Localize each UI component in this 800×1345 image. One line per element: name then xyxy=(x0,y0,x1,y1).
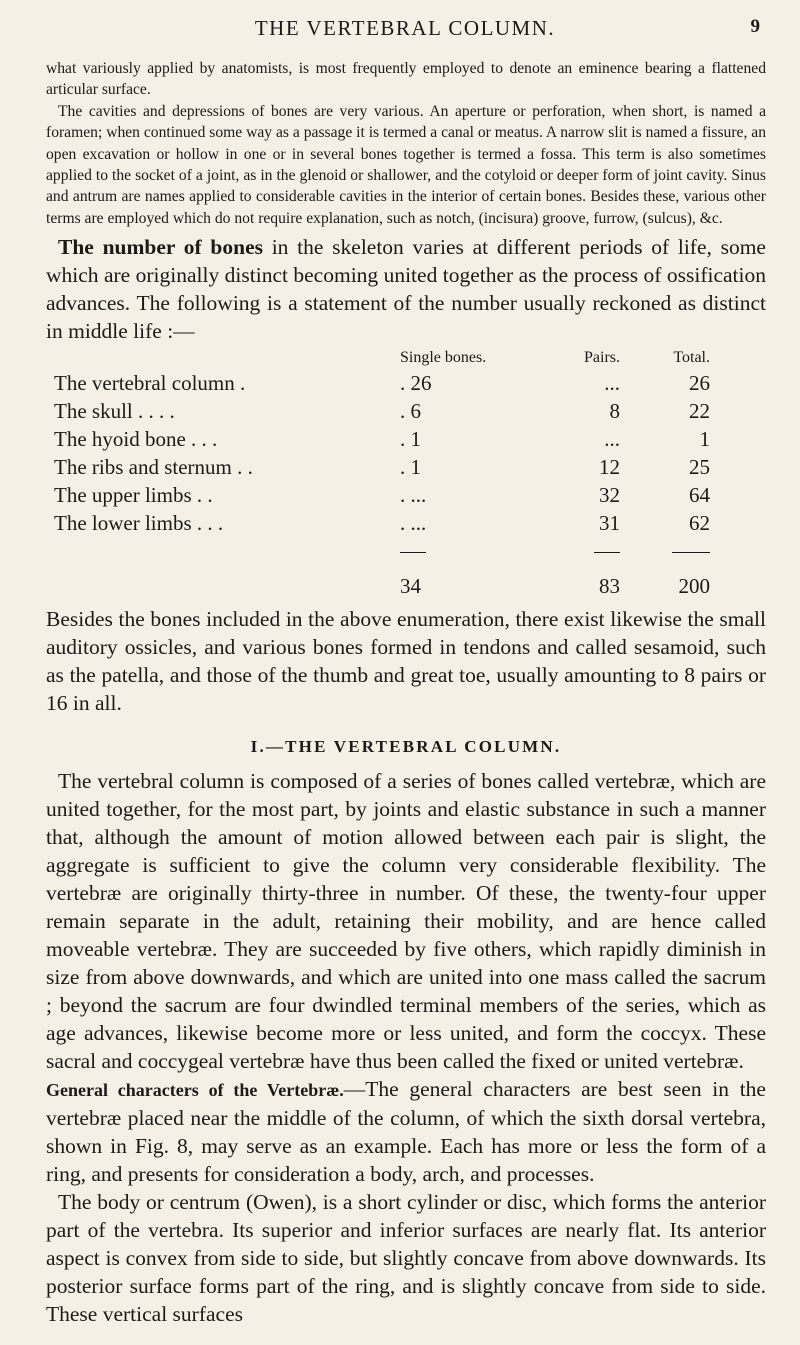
row-label: The lower limbs . . . xyxy=(54,510,224,535)
general-characters-text: —The general characters are best seen in the vertebræ placed near the middle of the column, of which the sixth dorsal vertebra, shown in Fig. 8, may serve as an example. Each has more or less the form of a ring, and presents for consideration a body, arch, and processes. xyxy=(46,1077,766,1187)
body-paragraph: The body or centrum (Owen), is a short cylinder or disc, which forms the anterior part of the vertebra. Its superior and inferior surfaces are nearly flat. Its anterior aspect is convex from side to side, but slightly concave from above downwards. Its posterior surface forms part of the ring, and is slightly concave from side to side. These vertical surfaces xyxy=(46,1190,766,1327)
row-total: 1 xyxy=(699,426,710,451)
intro-paragraph-2: The cavities and depressions of bones are very various. An aperture or perforation, when short, is named a foramen; when continued some way as a passage it is termed a canal or meatus. A narrow slit is named a fissure, an open excavation or hollow in one or in several bones together is termed a fossa. This term is also sometimes applied to the socket of a joint, as in the glenoid or shallower, and the cotyloid or deeper form of joint cavity. Sinus and antrum are names applied to considerable cavities in the interior of certain bones. Besides these, various other terms are employed which do not require explanation, such as notch, (incisura) groove, furrow, (sulcus), &c. xyxy=(46,102,766,227)
sum-rule-row xyxy=(54,537,710,565)
row-total: 22 xyxy=(689,398,710,423)
running-title: THE VERTEBRAL COLUMN. xyxy=(254,16,556,40)
total-total: 200 xyxy=(678,573,710,598)
table-row xyxy=(54,425,710,453)
table-totals-row xyxy=(54,565,710,601)
intro-paragraph-1: what variously applied by anatomists, is most frequently employed to denote an eminence bearing a flattened articular surface. xyxy=(46,60,766,99)
general-characters-lead: General characters of the Vertebræ. xyxy=(46,1080,344,1101)
row-single: . ... xyxy=(400,510,427,535)
row-pairs: ... xyxy=(604,426,620,451)
page-content xyxy=(46,58,766,1328)
row-label: The hyoid bone . . . xyxy=(54,426,218,451)
total-pairs: 83 xyxy=(599,573,620,598)
sum-rule xyxy=(400,552,426,553)
table-row xyxy=(54,509,710,537)
row-single: . 1 xyxy=(400,454,421,479)
sum-rule xyxy=(672,552,710,553)
row-total: 64 xyxy=(689,482,710,507)
row-pairs: 32 xyxy=(599,482,620,507)
number-of-bones-lead: The number of bones xyxy=(58,235,263,260)
number-of-bones-paragraph xyxy=(46,233,766,345)
table-row xyxy=(54,369,710,397)
number-of-bones-text: in the skeleton varies at different periods of life, some which are originally distinct becoming united together as the process of ossification advances. The following is a statement of the number usually reckoned as distinct in middle life :— xyxy=(46,235,766,344)
besides-paragraph: Besides the bones included in the above enumeration, there exist likewise the small auditory ossicles, and various bones formed in tendons and called sesamoid, such as the patella, and those of the thumb and great toe, usually amounting to 8 pairs or 16 in all. xyxy=(46,607,766,716)
general-characters-paragraph xyxy=(46,1075,766,1188)
page-number: 9 xyxy=(750,16,760,37)
row-pairs: 12 xyxy=(599,454,620,479)
row-total: 26 xyxy=(689,370,710,395)
total-single: 34 xyxy=(400,573,421,598)
table-row xyxy=(54,453,710,481)
sum-rule xyxy=(594,552,620,553)
row-pairs: 31 xyxy=(599,510,620,535)
row-single: . ... xyxy=(400,482,427,507)
vertebral-column-paragraph: The vertebral column is composed of a series of bones called vertebræ, which are united together, for the most part, by joints and elastic substance in such a manner that, although the amount of motion allowed between each pair is slight, the aggregate is sufficient to give the column very considerable flexibility. The vertebræ are originally thirty-three in number. Of these, the twenty-four upper remain separate in the adult, retaining their mobility, and are hence called moveable vertebræ. They are succeeded by five others, which rapidly diminish in size from above downwards, and which are united into one mass called the sacrum ; beyond the sacrum are four dwindled terminal members of the series, which as age advances, likewise become more or less united, and form the coccyx. These sacral and coccygeal vertebræ have thus been called the fixed or united vertebræ. xyxy=(46,769,766,1074)
bones-count-table xyxy=(54,347,710,601)
row-pairs: 8 xyxy=(609,398,620,423)
running-header xyxy=(46,6,764,46)
row-pairs: ... xyxy=(604,370,620,395)
header-single-bones: Single bones. xyxy=(400,349,487,367)
row-label: The skull . . . . xyxy=(54,398,175,423)
table-row xyxy=(54,397,710,425)
table-header-row xyxy=(54,347,710,369)
header-total: Total. xyxy=(673,349,710,367)
header-pairs: Pairs. xyxy=(584,349,620,367)
row-total: 62 xyxy=(689,510,710,535)
row-label: The ribs and sternum . . xyxy=(54,454,253,479)
row-label: The upper limbs . . xyxy=(54,482,213,507)
section-heading: I.—THE VERTEBRAL COLUMN. xyxy=(250,737,562,757)
table-row xyxy=(54,481,710,509)
row-single: . 26 xyxy=(400,370,432,395)
row-total: 25 xyxy=(689,454,710,479)
row-single: . 1 xyxy=(400,426,421,451)
row-label: The vertebral column . xyxy=(54,370,246,395)
row-single: . 6 xyxy=(400,398,421,423)
